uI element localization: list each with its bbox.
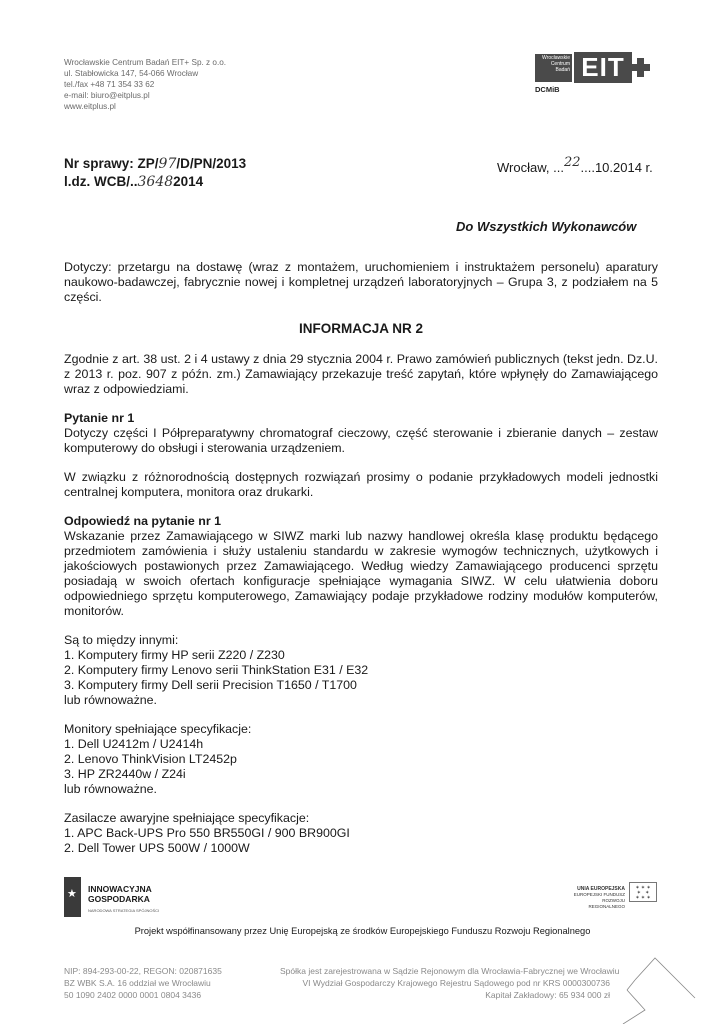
eu-logo-text: UNIA EUROPEJSKA EUROPEJSKI FUNDUSZ ROZWOJU REGIONALNEGO — [573, 886, 625, 909]
company-address — [64, 57, 226, 112]
list-item: 2. Komputery firmy Lenovo serii ThinkStation E31 / E32 — [64, 663, 369, 677]
monitors-intro: Monitory spełniające specyfikacje: — [64, 722, 252, 736]
innovative-economy-logo — [64, 877, 174, 919]
case-number: Nr sprawy: ZP/97/D/PN/2013 — [64, 156, 247, 172]
address-line: e-mail: biuro@eitplus.pl — [64, 91, 150, 100]
recipient: Do Wszystkich Wykonawców — [456, 219, 637, 234]
list-item: 1. APC Back-UPS Pro 550 BR550GI / 900 BR900GI — [64, 826, 350, 840]
list-end: lub równoważne. — [64, 782, 157, 796]
list-item: 2. Dell Tower UPS 500W / 1000W — [64, 841, 250, 855]
address-line: tel./fax +48 71 354 33 62 — [64, 80, 155, 89]
footer-line: Spółka jest zarejestrowana w Sądzie Rejonowym dla Wrocławia-Fabrycznej we Wrocławiu — [280, 966, 620, 976]
eit-logo — [535, 52, 650, 97]
document-heading: INFORMACJA NR 2 — [298, 321, 423, 336]
footer-company-data — [64, 965, 222, 1001]
logo-box-line: Badań — [555, 67, 570, 73]
footer-line: BZ WBK S.A. 16 oddział we Wrocławiu — [64, 978, 211, 988]
intro-paragraph: Zgodnie z art. 38 ust. 2 i 4 ustawy z dnia 29 stycznia 2004 r. Prawo zamówień publicznych (tekst jedn. Dz.U. z 2013 r. poz. 907 z późn. zm.) Zamawiający przekazuje treść zapytań, które wpłynęły do Zamawiającego wraz z odpowiedziami. — [64, 352, 658, 396]
eu-logo — [570, 882, 660, 912]
address-line: Wrocławskie Centrum Badań EIT+ Sp. z o.o. — [64, 58, 227, 67]
list-item: 3. Komputery firmy Dell serii Precision T1650 / T1700 — [64, 678, 357, 692]
footer-line: 50 1090 2402 0000 0001 0804 3436 — [64, 990, 202, 1000]
journal-number: l.dz. WCB/..36482014 — [64, 174, 204, 190]
footer-line: Kapitał Zakładowy: 65 934 000 zł — [485, 990, 610, 1000]
logo-brand: EIT — [574, 52, 632, 83]
subject-paragraph: Dotyczy: przetargu na dostawę (wraz z montażem, uruchomieniem i instruktażem personelu) aparatury naukowo-badawczej, fabrycznie nowej i kompletnej urządzeń laboratoryjnych – Grupa 3, z podziałem na 5 części. — [64, 260, 658, 304]
list-item: 1. Komputery firmy HP serii Z220 / Z230 — [64, 648, 285, 662]
ig-logo-text: INNOWACYJNA GOSPODARKA — [88, 884, 152, 904]
place-date: Wrocław, ...22....10.2014 r. — [497, 155, 653, 175]
ups-intro: Zasilacze awaryjne spełniające specyfikacje: — [64, 811, 310, 825]
footer-line: NIP: 894-293-00-22, REGON: 020871635 — [64, 966, 222, 976]
handwritten-journal-number: 3648 — [137, 174, 174, 190]
star-icon — [64, 877, 81, 917]
logo-box-line: Centrum — [550, 61, 570, 67]
question-text-2: W związku z różnorodnością dostępnych rozwiązań prosimy o podanie przykładowych modeli jednostki centralnej komputera, monitora oraz drukarki. — [64, 470, 658, 499]
list-item: 3. HP ZR2440w / Z24i — [64, 767, 186, 781]
case-reference — [64, 155, 246, 191]
handwritten-day: 22 — [563, 155, 581, 170]
list-end: lub równoważne. — [64, 693, 157, 707]
logo-label-box — [535, 54, 572, 82]
handwritten-case-number: 97 — [158, 156, 177, 172]
footer-registration — [280, 965, 620, 1001]
footer-line: VI Wydział Gospodarczy Krajowego Rejestru Sądowego pod nr KRS 0000300736 — [302, 978, 610, 988]
question-text: Dotyczy części I Półpreparatywny chromatograf cieczowy, część sterowanie i zbieranie danych – zestaw komputerowy do obsługi i sterowania urządzeniem. — [64, 426, 658, 455]
list-item: 1. Dell U2412m / U2414h — [64, 737, 204, 751]
address-line: www.eitplus.pl — [64, 102, 116, 111]
ig-logo-subtitle: NARODOWA STRATEGIA SPÓJNOŚCI — [88, 908, 160, 913]
logo-subtitle: DCMiB — [535, 85, 560, 94]
logo-box-line: Wrocławskie — [542, 55, 570, 61]
cofinancing-note: Projekt współfinansowany przez Unię Europejską ze środków Europejskiego Funduszu Rozwoju Regionalnego — [134, 926, 591, 936]
list-item: 2. Lenovo ThinkVision LT2452p — [64, 752, 237, 766]
answer-title: Odpowiedź na pytanie nr 1 — [64, 514, 221, 528]
question-title: Pytanie nr 1 — [64, 411, 135, 425]
logo-plus-icon — [637, 58, 644, 77]
letter-body — [64, 260, 658, 856]
address-line: ul. Stabłowicka 147, 54-066 Wrocław — [64, 69, 199, 78]
answer-text: Wskazanie przez Zamawiającego w SIWZ marki lub nazwy handlowej określa klasę produktu będącego przedmiotem zamówienia i służy ustaleniu standardu w zakresie wymogów technicznych, użytkowych i jakościowych postawionych przez Zamawiającego. Według wiedzy Zamawiającego producenci sprzętu posiadają w swoich ofertach konfiguracje spełniające wymagania SIWZ. W celu ułatwienia doboru odpowiedniego sprzętu komputerowego, Zamawiający podaje przykładowe rodziny modułów komputerów, monitorów. — [64, 529, 658, 618]
corner-decoration — [615, 950, 725, 1024]
computers-intro: Są to między innymi: — [64, 633, 179, 647]
eu-flag-icon: ✶ ✶ ✶ ✶ ✶ ✶ ✶ ✶ — [629, 882, 657, 902]
